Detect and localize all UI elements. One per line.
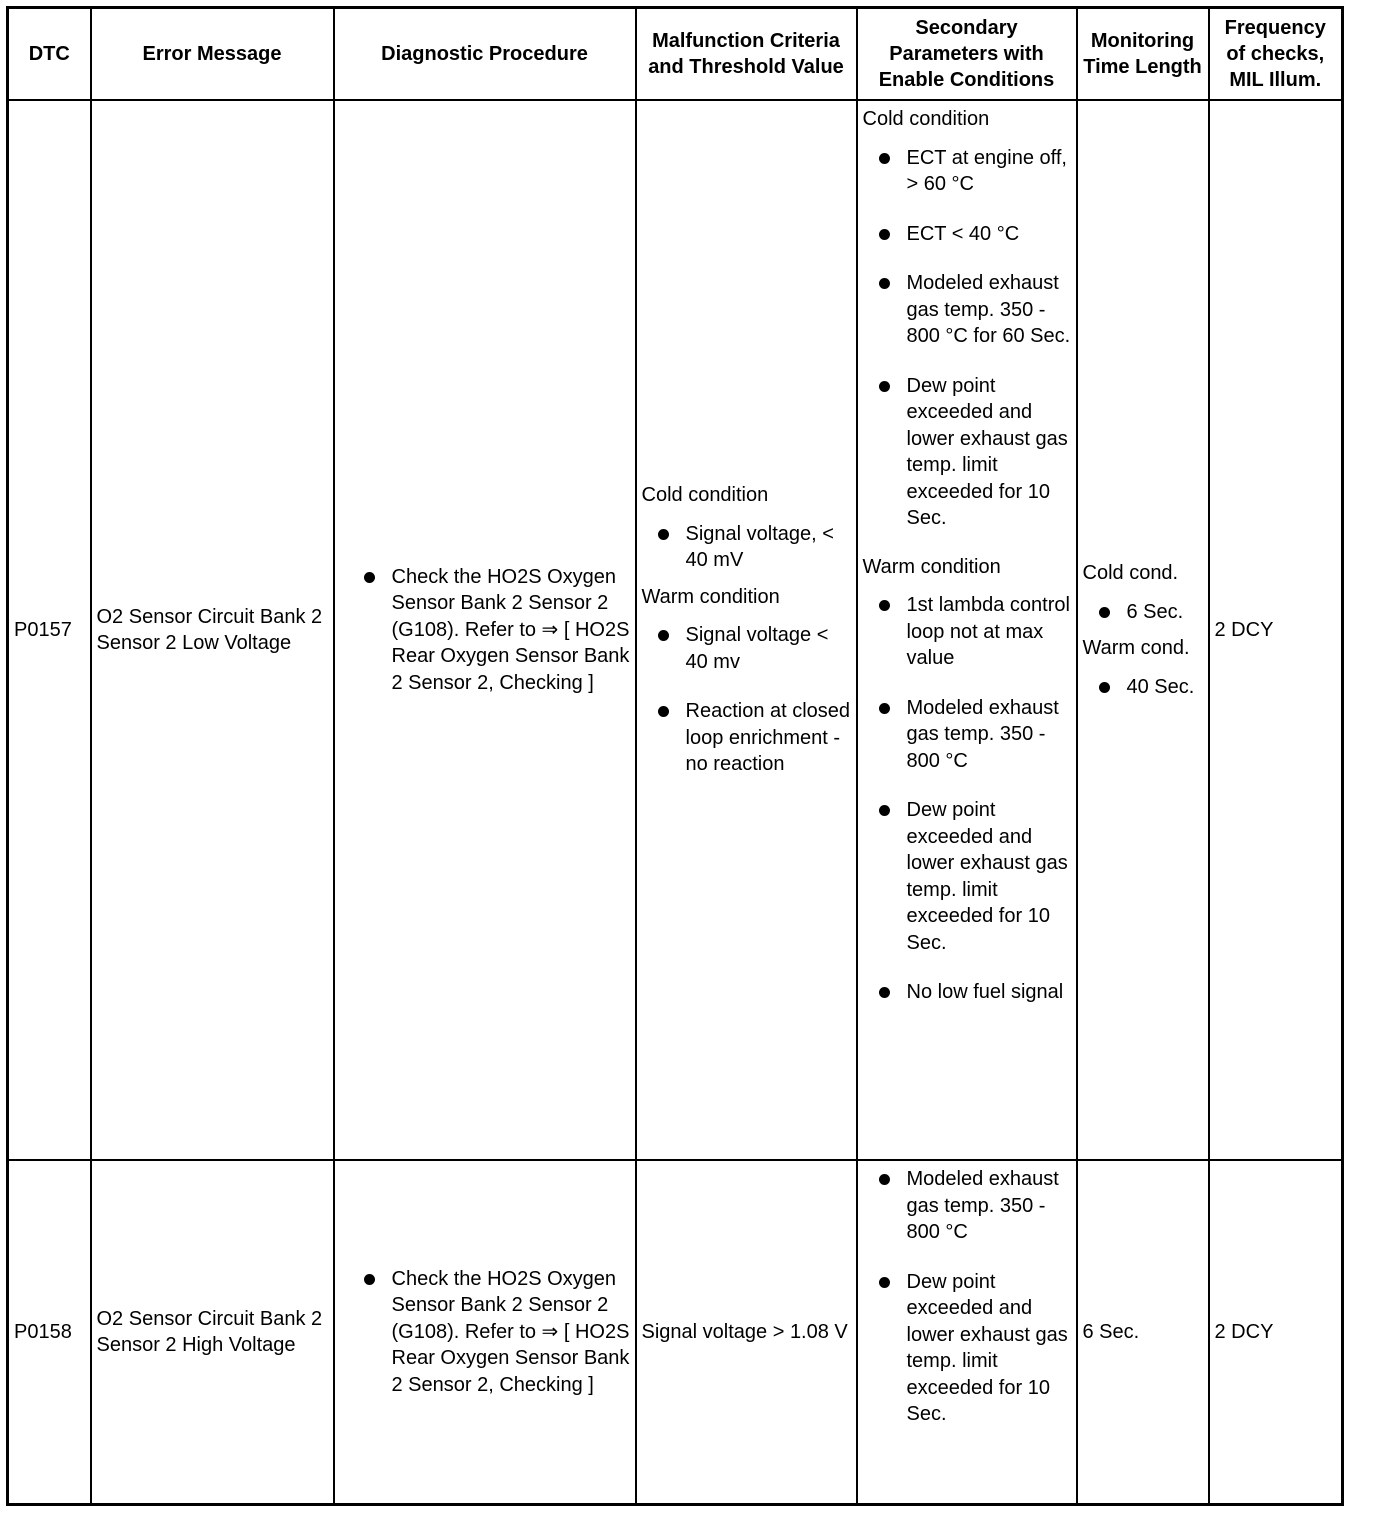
table-row-p0157 bbox=[8, 100, 1343, 1160]
group-label: Cold cond. bbox=[1082, 562, 1179, 584]
list-item: Signal voltage, < 40 mV bbox=[642, 521, 851, 574]
cell-error-message: O2 Sensor Circuit Bank 2 Sensor 2 Low Voltage bbox=[91, 100, 334, 1160]
group-label: Warm condition bbox=[862, 555, 1001, 578]
cell-secondary-parameters bbox=[857, 100, 1077, 1160]
monitoring-group-warm bbox=[1083, 635, 1203, 700]
header-monitoring-time: Monitoring Time Length bbox=[1077, 8, 1209, 101]
cell-frequency: 2 DCY bbox=[1209, 100, 1343, 1160]
monitoring-group-cold bbox=[1083, 560, 1203, 625]
table-row-p0158 bbox=[8, 1160, 1343, 1505]
list-item: 6 Sec. bbox=[1083, 599, 1203, 626]
parameters-group-cold bbox=[863, 106, 1071, 532]
header-dtc: DTC bbox=[8, 8, 91, 101]
list-item: Modeled exhaust gas temp. 350 - 800 °C bbox=[863, 695, 1071, 775]
criteria-group-cold bbox=[642, 482, 851, 574]
header-malfunction-criteria: Malfunction Criteria and Threshold Value bbox=[636, 8, 857, 101]
list-item: No low fuel signal bbox=[863, 979, 1071, 1006]
parameters-group-warm bbox=[863, 554, 1071, 1006]
cell-malfunction-criteria: Signal voltage > 1.08 V bbox=[636, 1160, 857, 1505]
cell-dtc: P0158 bbox=[8, 1160, 91, 1505]
header-frequency: Frequency of checks, MIL Illum. bbox=[1209, 8, 1343, 101]
dtc-table bbox=[6, 6, 1344, 1506]
list-item: Dew point exceeded and lower exhaust gas temp. limit exceeded for 10 Sec. bbox=[863, 797, 1071, 956]
cell-monitoring-time bbox=[1077, 100, 1209, 1160]
list-item: ECT at engine off, > 60 °C bbox=[863, 145, 1071, 198]
cell-secondary-parameters bbox=[857, 1160, 1077, 1505]
cell-error-message: O2 Sensor Circuit Bank 2 Sensor 2 High Voltage bbox=[91, 1160, 334, 1505]
cell-frequency: 2 DCY bbox=[1209, 1160, 1343, 1505]
list-item: Reaction at closed loop enrichment - no reaction bbox=[642, 698, 851, 778]
cell-diagnostic-procedure bbox=[334, 1160, 636, 1505]
list-item: Dew point exceeded and lower exhaust gas temp. limit exceeded for 10 Sec. bbox=[863, 1269, 1071, 1428]
group-label: Cold condition bbox=[862, 108, 990, 130]
list-item: Check the HO2S Oxygen Sensor Bank 2 Sensor 2 (G108). Refer to ⇒ [ HO2S Rear Oxygen Sensor Bank 2 Sensor 2, Checking ] bbox=[348, 1266, 630, 1399]
header-secondary-parameters: Secondary Parameters with Enable Conditions bbox=[857, 8, 1077, 101]
cell-malfunction-criteria bbox=[636, 100, 857, 1160]
group-label: Cold condition bbox=[641, 484, 769, 507]
criteria-group-warm bbox=[642, 584, 851, 778]
cell-dtc: P0157 bbox=[8, 100, 91, 1160]
list-item: Signal voltage < 40 mv bbox=[642, 622, 851, 675]
list-item: Modeled exhaust gas temp. 350 - 800 °C for 60 Sec. bbox=[863, 270, 1071, 350]
list-item: ECT < 40 °C bbox=[863, 221, 1071, 248]
list-item: Check the HO2S Oxygen Sensor Bank 2 Sensor 2 (G108). Refer to ⇒ [ HO2S Rear Oxygen Sensor Bank 2 Sensor 2, Checking ] bbox=[348, 564, 630, 697]
group-label: Warm condition bbox=[641, 585, 780, 608]
header-row bbox=[8, 8, 1343, 101]
header-diagnostic-procedure: Diagnostic Procedure bbox=[334, 8, 636, 101]
list-item: 40 Sec. bbox=[1083, 674, 1203, 701]
header-error-message: Error Message bbox=[91, 8, 334, 101]
list-item: Modeled exhaust gas temp. 350 - 800 °C bbox=[863, 1166, 1071, 1246]
group-label: Warm cond. bbox=[1082, 637, 1190, 659]
list-item: Dew point exceeded and lower exhaust gas temp. limit exceeded for 10 Sec. bbox=[863, 373, 1071, 532]
cell-monitoring-time: 6 Sec. bbox=[1077, 1160, 1209, 1505]
cell-diagnostic-procedure bbox=[334, 100, 636, 1160]
list-item: 1st lambda control loop not at max value bbox=[863, 592, 1071, 672]
